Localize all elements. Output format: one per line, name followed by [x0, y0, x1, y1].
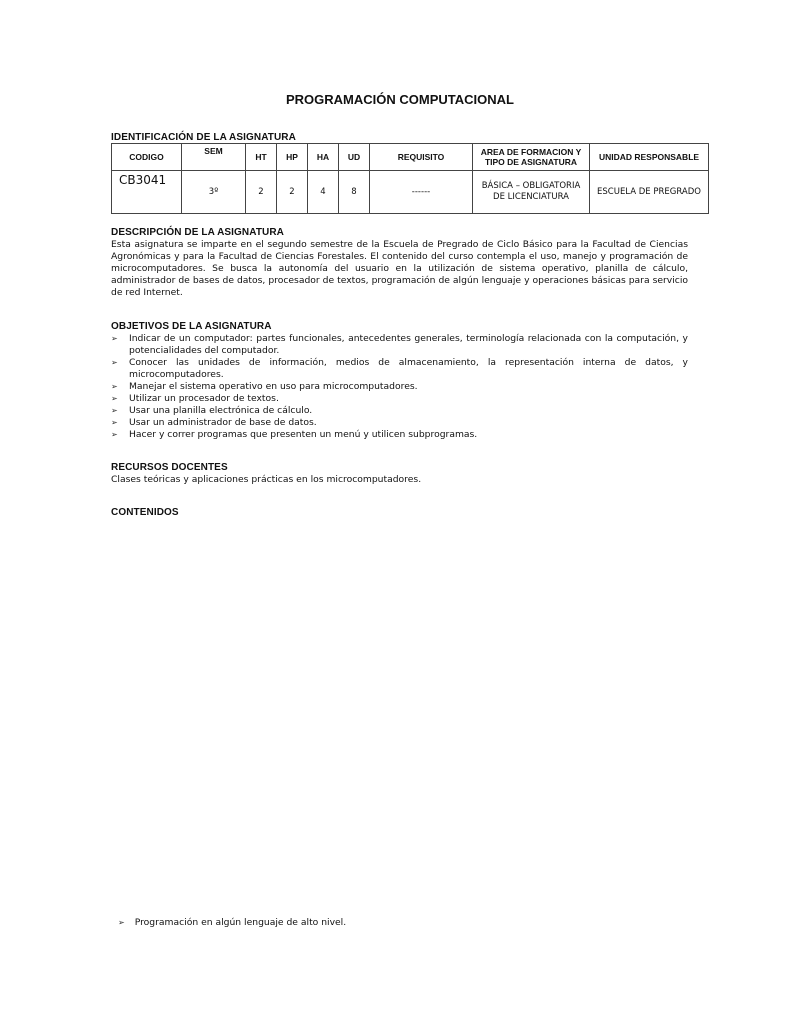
descripcion-heading: DESCRIPCIÓN DE LA ASIGNATURA [111, 227, 284, 238]
header-unidad: UNIDAD RESPONSABLE [590, 144, 709, 171]
list-item-text: Utilizar un procesador de textos. [129, 393, 279, 404]
recursos-text: Clases teóricas y aplicaciones prácticas en los microcomputadores. [111, 474, 422, 485]
arrow-bullet-icon: ➢ [111, 430, 118, 439]
list-item [111, 429, 688, 441]
arrow-bullet-icon: ➢ [111, 358, 118, 367]
cell-hp: 2 [277, 171, 308, 214]
arrow-bullet-icon: ➢ [111, 406, 118, 415]
arrow-bullet-icon: ➢ [111, 334, 118, 343]
objetivos-heading: OBJETIVOS DE LA ASIGNATURA [111, 321, 272, 332]
arrow-bullet-icon: ➢ [111, 382, 118, 391]
descripcion-text: Esta asignatura se imparte en el segundo semestre de la Escuela de Pregrado de Ciclo Básico para la Facultad de Ciencias Agronómicas y para la Facultad de Ciencias Forestales. El contenido del curso contempla el uso, manejo y programación de microcomputadores. Se busca la autonomía del usuario en la utilización de sistema operativo, planilla de cálculo, administrador de bases de datos, procesador de textos, programación de algún lenguaje y operaciones básicas para servicio de red Internet. [111, 239, 688, 298]
header-hp: HP [277, 144, 308, 171]
list-item [111, 357, 688, 381]
list-item-text: Usar una planilla electrónica de cálculo. [129, 405, 313, 416]
list-item-text: Conocer las unidades de información, medios de almacenamiento, la representación interna de datos, y microcomputadores. [129, 357, 688, 380]
header-ha: HA [308, 144, 339, 171]
objetivos-list [111, 333, 688, 441]
contenidos-heading: CONTENIDOS [111, 507, 179, 518]
table-header-row [112, 144, 709, 171]
list-item-text: Manejar el sistema operativo en uso para microcomputadores. [129, 381, 418, 392]
header-ht: HT [246, 144, 277, 171]
cell-ha: 4 [308, 171, 339, 214]
arrow-bullet-icon: ➢ [111, 418, 118, 427]
identificacion-heading: IDENTIFICACIÓN DE LA ASIGNATURA [111, 132, 296, 143]
list-item-text: Hacer y correr programas que presenten un menú y utilicen subprogramas. [129, 429, 478, 440]
header-codigo: CODIGO [112, 144, 182, 171]
cell-unidad: ESCUELA DE PREGRADO [590, 171, 709, 214]
cell-codigo: CB3041 [112, 171, 182, 214]
list-item [118, 917, 346, 929]
recursos-heading: RECURSOS DOCENTES [111, 462, 228, 473]
list-item-text: Indicar de un computador: partes funcionales, antecedentes generales, terminología relacionada con la computación, y potencialidades del computador. [129, 333, 688, 356]
list-item-text: Programación en algún lenguaje de alto nivel. [134, 917, 347, 928]
cell-ht: 2 [246, 171, 277, 214]
list-item [111, 393, 688, 405]
document-title: PROGRAMACIÓN COMPUTACIONAL [286, 92, 514, 107]
header-area: AREA DE FORMACION Y TIPO DE ASIGNATURA [473, 144, 590, 171]
list-item-text: Usar un administrador de base de datos. [129, 417, 317, 428]
list-item [111, 333, 688, 357]
list-item [111, 417, 688, 429]
table-row [112, 171, 709, 214]
header-requisito: REQUISITO [370, 144, 473, 171]
cell-ud: 8 [339, 171, 370, 214]
identification-table [111, 143, 709, 214]
arrow-bullet-icon: ➢ [111, 394, 118, 403]
header-sem: SEM [182, 144, 246, 171]
list-item [111, 381, 688, 393]
list-item [111, 405, 688, 417]
cell-requisito: ------ [370, 171, 473, 214]
arrow-bullet-icon: ➢ [118, 918, 125, 927]
cell-area: BÁSICA – OBLIGATORIA DE LICENCIATURA [473, 171, 590, 214]
cell-sem: 3º [182, 171, 246, 214]
header-ud: UD [339, 144, 370, 171]
